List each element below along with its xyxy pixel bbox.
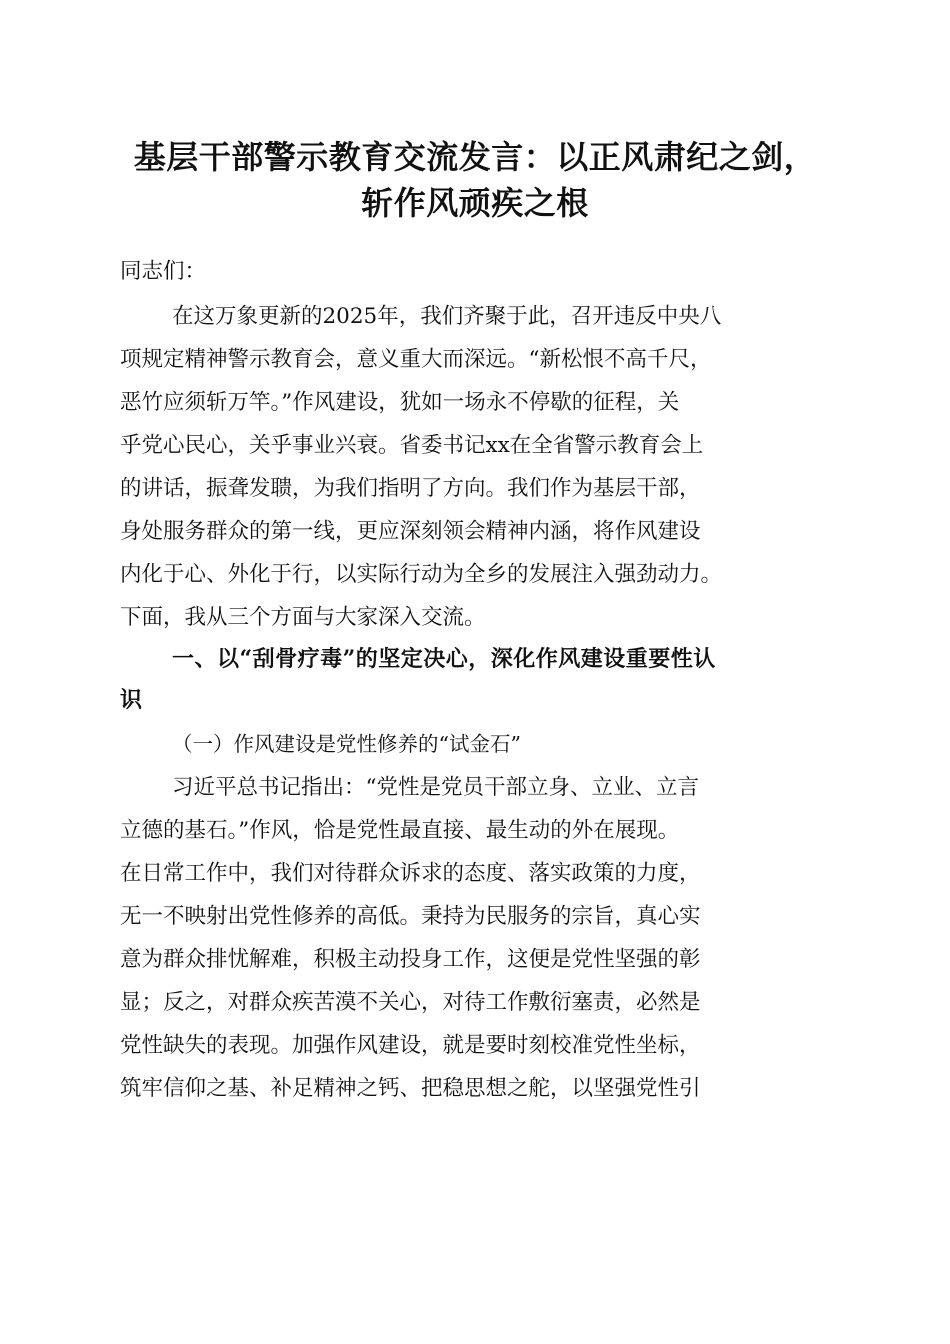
heading-line: 识 [120,687,143,713]
paragraph-line: 显；反之，对群众疾苦漠不关心，对待工作敷衍塞责，必然是 [120,990,701,1015]
paragraph-line: 党性缺失的表现。加强作风建设，就是要时刻校准党性坐标， [120,1033,701,1058]
salutation: 同志们： [120,259,207,284]
paragraph-line: 立德的基石。”作风，恰是党性最直接、最生动的外在展现。 [120,818,680,843]
paragraph-line: 身处服务群众的第一线，更应深刻领会精神内涵，将作风建设 [120,519,701,544]
paragraph-line: 的讲话，振聋发聩，为我们指明了方向。我们作为基层干部， [120,476,701,501]
paragraph-line: 乎党心民心，关乎事业兴衰。省委书记xx在全省警示教育会上 [120,433,704,458]
paragraph-line: 筑牢信仰之基、补足精神之钙、把稳思想之舵，以坚强党性引 [120,1076,701,1101]
paragraph-line: 内化于心、外化于行，以实际行动为全乡的发展注入强劲动力。 [120,562,723,587]
section-heading-1 [120,639,832,721]
heading-line: （一）作风建设是党性修养的“试金石” [172,732,521,756]
paragraph-line: 无一不映射出党性修养的高低。秉持为民服务的宗旨，真心实 [120,904,701,929]
paragraph-line: 恶竹应须斩万竿。”作风建设，犹如一场永不停歇的征程，关 [120,390,680,415]
paragraph-line: 意为群众排忧解难，积极主动投身工作，这便是党性坚强的彰 [120,947,701,972]
heading-line: 一、以“刮骨疗毒”的坚定决心，深化作风建设重要性认 [172,646,716,672]
title-line-2: 斩作风顽疾之根 [361,184,589,222]
paragraph-line: 在日常工作中，我们对待群众诉求的态度、落实政策的力度， [120,861,701,886]
document-title [95,134,855,226]
document-body [120,250,832,1110]
paragraph-intro [120,295,832,639]
subsection-heading-1 [120,723,832,766]
paragraph-line: 在这万象更新的2025年，我们齐聚于此，召开违反中央八 [172,304,722,329]
paragraph-party-spirit [120,766,832,1110]
title-line-1: 基层干部警示教育交流发言：以正风肃纪之剑， [133,138,817,176]
paragraph-line: 项规定精神警示教育会，意义重大而深远。“新松恨不高千尺， [120,347,712,372]
paragraph-line: 下面，我从三个方面与大家深入交流。 [120,605,486,630]
paragraph-line: 习近平总书记指出：“党性是党员干部立身、立业、立言 [172,775,699,800]
